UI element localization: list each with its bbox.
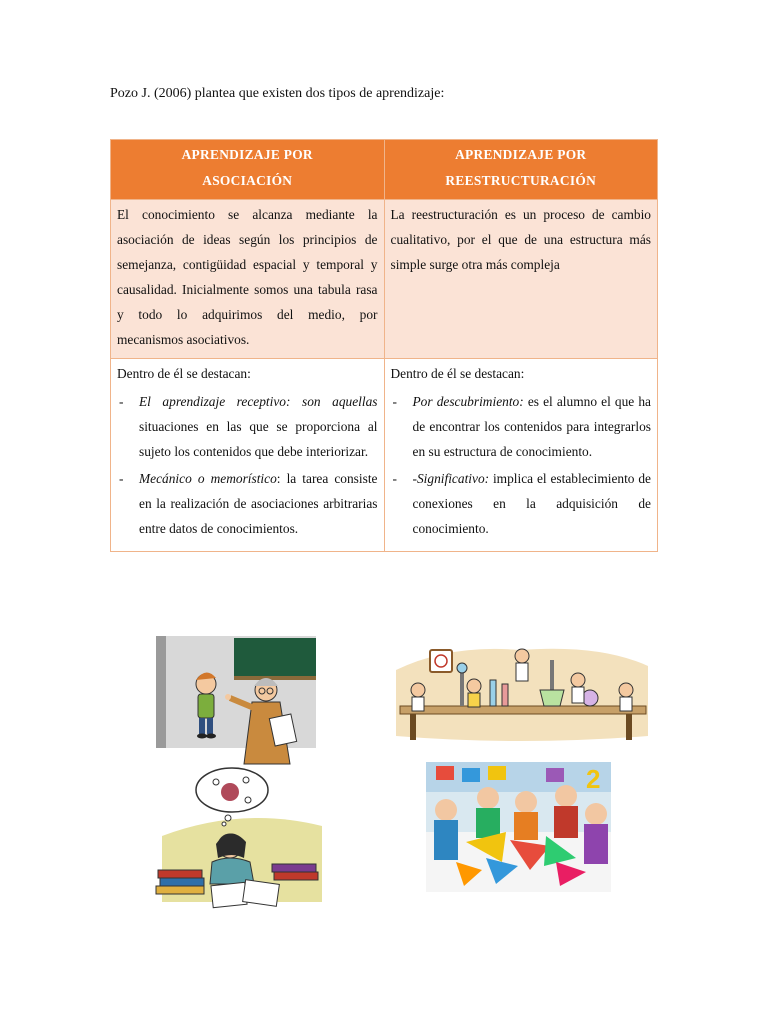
list-dash: - bbox=[119, 471, 124, 486]
header-line: ASOCIACIÓN bbox=[202, 173, 293, 188]
description-asociacion: El conocimiento se alcanza mediante la asociación de ideas según los principios de semejanza, contigüidad espacial y temporal y causalidad. Inicialmente somos una tabula rasa y todo lo adquirimos del medio, por mecanismos asociativos. bbox=[111, 200, 385, 359]
item-term: Por descubrimiento: bbox=[412, 394, 524, 409]
lab-experiment-illustration bbox=[390, 640, 652, 750]
header-asociacion bbox=[111, 140, 385, 200]
list-dash: - bbox=[392, 394, 397, 409]
intro-text: Pozo J. (2006) plantea que existen dos tipos de aprendizaje: bbox=[110, 86, 445, 101]
teacher-scolding-illustration bbox=[156, 636, 316, 766]
description-reestructuracion: La reestructuración es un proceso de cambio cualitativo, por el que de una estructura más simple surge otra más compleja bbox=[384, 200, 658, 359]
comparison-table bbox=[110, 139, 658, 552]
subtypes-heading: Dentro de él se destacan: bbox=[390, 366, 525, 381]
item-text: situaciones en las que se proporciona al sujeto los contenidos que debe interiorizar. bbox=[139, 419, 378, 459]
item-text: implica el establecimiento de conexiones en la adquisición de conocimiento. bbox=[412, 471, 651, 536]
subtypes-asociacion bbox=[111, 359, 385, 552]
item-term: -Significativo: bbox=[412, 471, 490, 486]
subtypes-row bbox=[111, 359, 658, 552]
header-line: APRENDIZAJE POR bbox=[181, 147, 313, 162]
table-header-row bbox=[111, 140, 658, 200]
item-term: Mecánico o memorístico bbox=[139, 471, 277, 486]
list-dash: - bbox=[119, 394, 124, 409]
header-reestructuracion bbox=[384, 140, 658, 200]
list-item bbox=[117, 466, 378, 541]
list-item bbox=[391, 389, 652, 464]
header-line: APRENDIZAJE POR bbox=[455, 147, 587, 162]
subtypes-reestructuracion bbox=[384, 359, 658, 552]
student-memorizing-illustration bbox=[152, 766, 337, 914]
list-item bbox=[117, 389, 378, 464]
svg-text:2: 2 bbox=[586, 764, 601, 794]
item-text: es el alumno el que ha de encontrar los contenidos para integrarlos en su estructura de conocimiento. bbox=[412, 394, 651, 459]
item-term: El aprendizaje receptivo: son aquellas bbox=[139, 394, 378, 409]
list-dash: - bbox=[392, 471, 397, 486]
children-group-activity-photo bbox=[426, 762, 611, 892]
list-item bbox=[391, 466, 652, 541]
item-text: : la tarea consiste en la realización de asociaciones arbitrarias entre datos de conocimientos. bbox=[139, 471, 378, 536]
description-row bbox=[111, 200, 658, 359]
subtypes-heading: Dentro de él se destacan: bbox=[117, 366, 251, 381]
header-line: REESTRUCTURACIÓN bbox=[445, 173, 597, 188]
